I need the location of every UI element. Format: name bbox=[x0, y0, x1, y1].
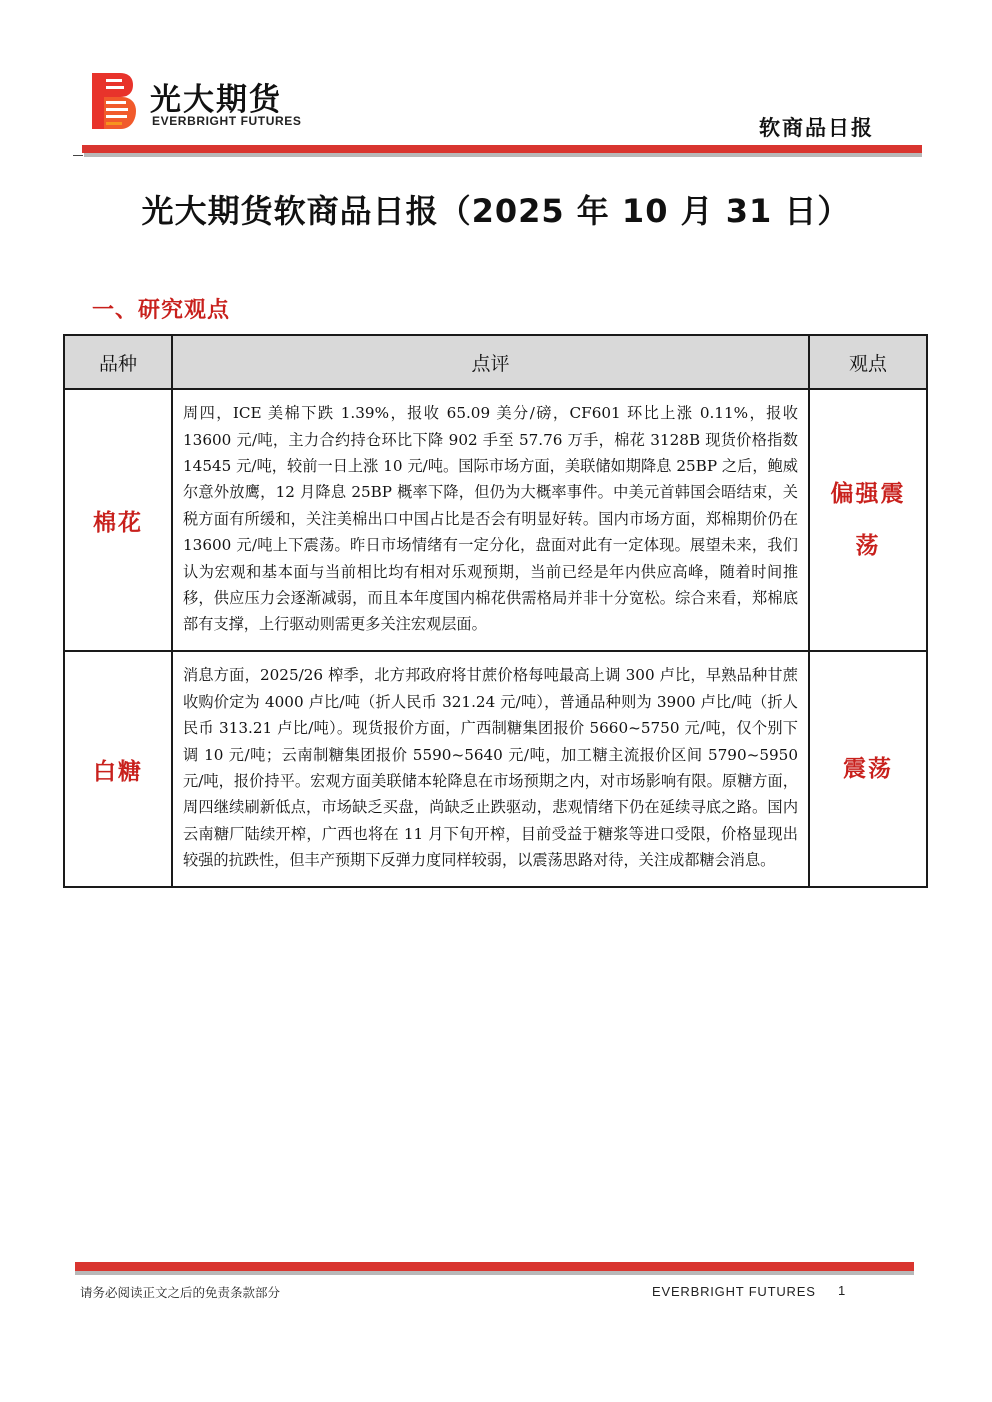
view-cell bbox=[809, 389, 927, 651]
header-rule-red bbox=[82, 145, 922, 153]
header-rule-grey bbox=[84, 153, 922, 157]
view-label: 震荡 bbox=[843, 756, 893, 782]
section-heading: 一、研究观点 bbox=[92, 298, 231, 323]
page-number: 1 bbox=[838, 1283, 846, 1298]
column-header-variety: 品种 bbox=[64, 335, 172, 389]
brand-name-cn: 光大期货 bbox=[150, 82, 282, 118]
everbright-logo bbox=[92, 73, 136, 129]
column-header-view: 观点 bbox=[809, 335, 927, 389]
footer-rule-red bbox=[75, 1262, 914, 1271]
variety-cell: 白糖 bbox=[64, 651, 172, 887]
header-tick-mark bbox=[73, 155, 83, 156]
column-header-comment: 点评 bbox=[172, 335, 809, 389]
footer-disclaimer: 请务必阅读正文之后的免责条款部分 bbox=[80, 1285, 281, 1300]
research-views-table bbox=[63, 334, 928, 888]
view-label: 偏强震荡 bbox=[830, 481, 906, 559]
brand-name-en: EVERBRIGHT FUTURES bbox=[152, 114, 302, 128]
variety-cell: 棉花 bbox=[64, 389, 172, 651]
table-row-sugar bbox=[64, 651, 927, 887]
view-cell bbox=[809, 651, 927, 887]
footer-brand: EVERBRIGHT FUTURES bbox=[652, 1284, 816, 1299]
table-header-row bbox=[64, 335, 927, 389]
table-row-cotton bbox=[64, 389, 927, 651]
comment-cell: 周四，ICE 美棉下跌 1.39%，报收 65.09 美分/磅，CF601 环比上涨 0.11%，报收 13600 元/吨，主力合约持仓环比下降 902 手至 57.76 万手，棉花 3128B 现货价格指数 14545 元/吨，较前一日上涨 10 元/吨。国际市场方面，美联储如期降息 25BP 之后，鲍威尔意外放鹰，12 月降息 25BP 概率下降，但仍为大概率事件。中美元首韩国会晤结束，关税方面有所缓和，关注美棉出口中国占比是否会有明显好转。国内市场方面，郑棉期价仍在 13600 元/吨上下震荡。昨日市场情绪有一定分化，盘面对此有一定体现。展望未来，我们认为宏观和基本面与当前相比均有相对乐观预期，当前已经是年内供应高峰，随着时间推移，供应压力会逐渐减弱，而且本年度国内棉花供需格局并非十分宽松。综合来看，郑棉底部有支撑，上行驱动则需更多关注宏观层面。 bbox=[172, 389, 809, 651]
footer-rule-grey bbox=[75, 1271, 914, 1275]
document-title: 光大期货软商品日报（2025 年 10 月 31 日） bbox=[141, 192, 851, 230]
report-type-label: 软商品日报 bbox=[759, 116, 874, 140]
comment-cell: 消息方面，2025/26 榨季，北方邦政府将甘蔗价格每吨最高上调 300 卢比，早熟品种甘蔗收购价定为 4000 卢比/吨（折人民币 321.24 元/吨），普通品种则为 3900 卢比/吨（折人民币 313.21 卢比/吨）。现货报价方面，广西制糖集团报价 5660~5750 元/吨，仅个别下调 10 元/吨；云南制糖集团报价 5590~5640 元/吨，加工糖主流报价区间 5790~5950 元/吨，报价持平。宏观方面美联储本轮降息在市场预期之内，对市场影响有限。原糖方面，周四继续刷新低点，市场缺乏买盘，尚缺乏止跌驱动，悲观情绪下仍在延续寻底之路。国内云南糖厂陆续开榨，广西也将在 11 月下旬开榨，目前受益于糖浆等进口受限，价格显现出较强的抗跌性，但丰产预期下反弹力度同样较弱，以震荡思路对待，关注成都糖会消息。 bbox=[172, 651, 809, 887]
